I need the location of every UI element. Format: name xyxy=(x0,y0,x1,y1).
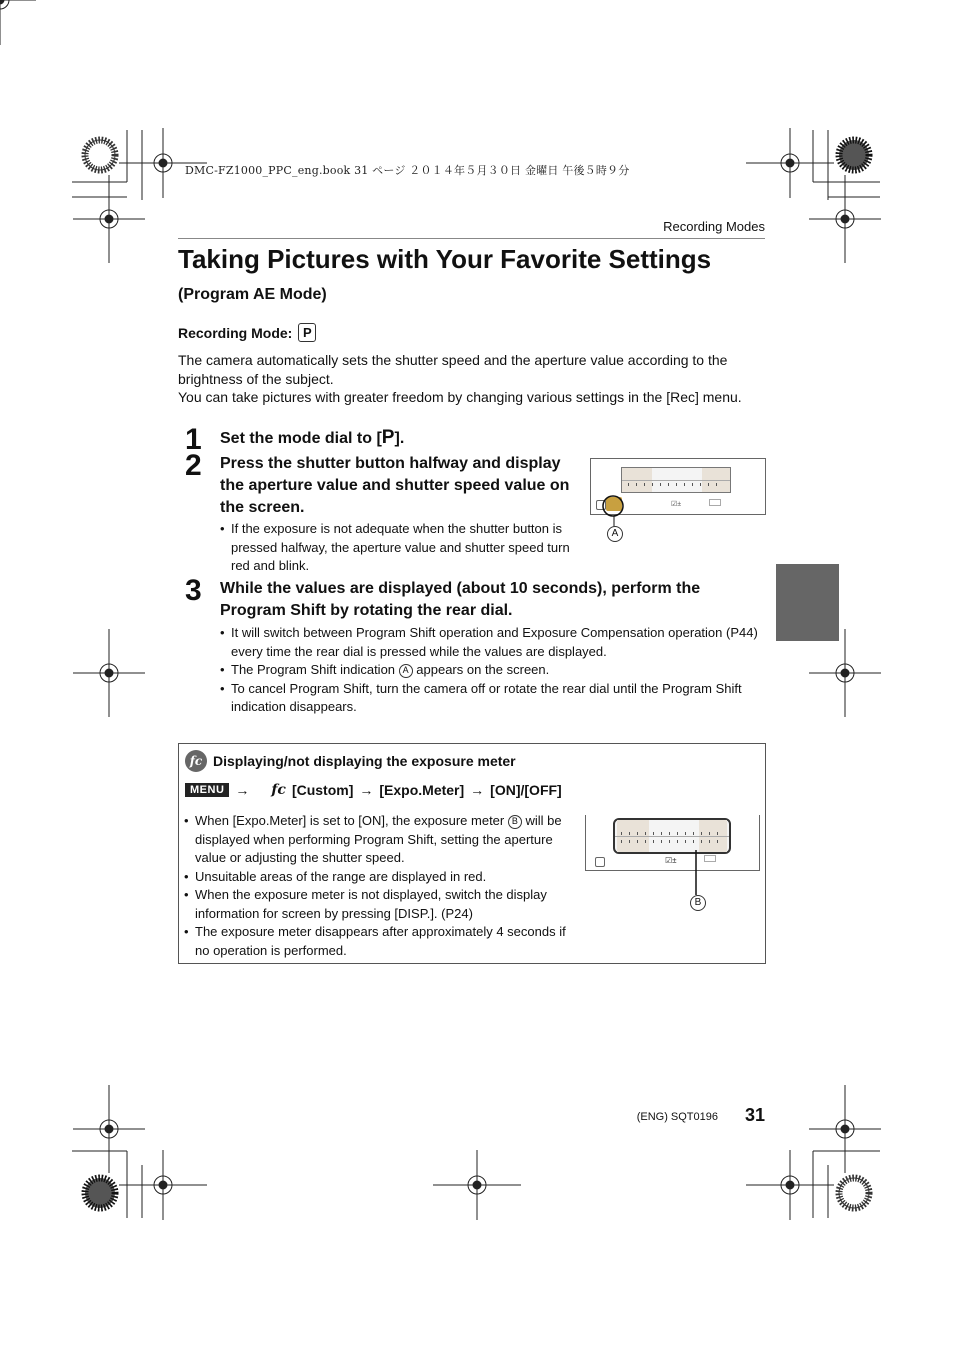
bullet-text: When [Expo.Meter] is set to [ON], the exposure meter xyxy=(195,813,505,828)
step-text-part: ]. xyxy=(394,430,405,447)
callout-b-label: B xyxy=(690,895,706,911)
bullet-item: • If the exposure is not adequate when the shutter button is pressed halfway, the aperture value and shutter speed turn red and blink. xyxy=(220,520,580,576)
page-number: 31 xyxy=(744,1105,765,1125)
step-number: 2 xyxy=(185,449,202,482)
callout-b-pointer xyxy=(690,850,702,898)
footer-code: (ENG) SQT0196 xyxy=(636,1111,718,1123)
intro-paragraph: The camera automatically sets the shutter speed and the aperture value according to the brightness of the subject. xyxy=(178,352,728,387)
menu-path-item: [Expo.Meter] xyxy=(379,782,465,798)
menu-path-item: [ON]/[OFF] xyxy=(490,782,562,798)
exposure-meter xyxy=(613,818,731,854)
arrow-icon: → xyxy=(235,782,250,798)
chapter-tab xyxy=(776,564,839,641)
screen-illustration-b xyxy=(585,815,760,871)
info-box-bullets xyxy=(184,812,574,960)
bullet-item xyxy=(220,661,765,680)
bullet-text: The Program Shift indication xyxy=(231,662,396,677)
mode-indicator-icon xyxy=(595,857,605,867)
bullet-text: will be displayed when performing Program Shift, setting the aperture value or adjusting the shutter speed. xyxy=(195,813,562,865)
custom-menu-icon: fc xyxy=(185,750,207,772)
recording-mode xyxy=(178,323,316,342)
menu-badge: MENU xyxy=(185,783,229,797)
step-number: 3 xyxy=(185,574,202,607)
callout-b-ref: B xyxy=(508,815,522,829)
bullet-item: • The exposure meter disappears after approximately 4 seconds if no operation is performed. xyxy=(184,923,574,960)
bullet-item: • Unsuitable areas of the range are displayed in red. xyxy=(184,868,574,887)
step-text-part: Set the mode dial to [ xyxy=(220,430,382,447)
section-label: Recording Modes xyxy=(663,219,765,234)
bullet-item xyxy=(184,812,574,868)
step-text: While the values are displayed (about 10 seconds), perform the Program Shift by rotating the rear dial. xyxy=(220,580,701,619)
bullet-item: • It will switch between Program Shift operation and Exposure Compensation operation (P44) every time the rear dial is pressed while the values are displayed. xyxy=(220,624,765,661)
page-subtitle: (Program AE Mode) xyxy=(178,286,327,303)
recording-mode-label: Recording Mode: xyxy=(178,324,293,341)
step-text: Press the shutter button halfway and display the aperture value and shutter speed value on the screen. xyxy=(220,455,570,516)
arrow-icon: → xyxy=(470,782,485,798)
program-mode-icon: P xyxy=(298,323,316,342)
custom-menu-icon: fc xyxy=(271,782,286,798)
step-number: 1 xyxy=(185,423,202,456)
callout-a-label: A xyxy=(607,526,623,542)
callout-a-ref: A xyxy=(399,664,413,678)
intro-text xyxy=(178,351,768,407)
battery-icon xyxy=(704,855,716,862)
exposure-comp-icon: ☑± xyxy=(671,501,682,508)
print-header: DMC-FZ1000_PPC_eng.book 31 ページ ２０１４年５月３０日 金曜日 午後５時９分 xyxy=(185,164,630,177)
info-box-title xyxy=(185,750,516,772)
page-title: Taking Pictures with Your Favorite Settings xyxy=(178,244,712,274)
step-text xyxy=(220,427,404,450)
step-bullets xyxy=(220,624,765,717)
menu-path xyxy=(185,782,562,798)
program-mode-icon: P xyxy=(381,427,395,448)
arrow-icon: → xyxy=(359,782,374,798)
step-bullets xyxy=(220,520,580,576)
intro-paragraph: You can take pictures with greater freedom by changing various settings in the [Rec] menu. xyxy=(178,389,742,405)
bullet-item: • When the exposure meter is not displayed, switch the display information for screen by pressing [DISP.]. (P24) xyxy=(184,886,574,923)
exposure-comp-icon: ☑± xyxy=(665,856,677,865)
info-box-title-text: Displaying/not displaying the exposure meter xyxy=(213,753,516,769)
header-rule xyxy=(178,238,765,239)
battery-icon xyxy=(709,499,721,506)
bullet-item: • To cancel Program Shift, turn the camera off or rotate the rear dial until the Program Shift indication disappears. xyxy=(220,680,765,717)
bullet-text: appears on the screen. xyxy=(416,662,550,677)
menu-path-item: [Custom] xyxy=(291,782,354,798)
